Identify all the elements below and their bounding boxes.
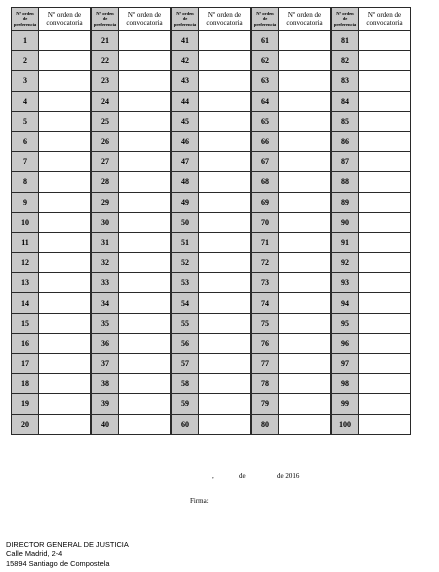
preference-number-cell: 75 [251,313,279,333]
convocatoria-entry-cell[interactable] [39,253,92,273]
header-preference-5 [331,8,359,31]
preference-number-cell: 80 [251,414,279,434]
preference-number-cell: 70 [251,212,279,232]
convocatoria-entry-cell[interactable] [39,51,92,71]
preference-number-cell: 2 [12,51,39,71]
convocatoria-entry-cell[interactable] [199,51,252,71]
preference-number-cell: 24 [91,91,119,111]
preference-number-cell: 7 [12,152,39,172]
preference-number-cell: 90 [331,212,359,232]
table-row [12,232,411,252]
convocatoria-entry-cell[interactable] [199,232,252,252]
preference-number-cell: 56 [171,333,199,353]
convocatoria-entry-cell[interactable] [119,152,172,172]
convocatoria-entry-cell[interactable] [39,31,92,51]
header-convocatoria-line: convocatoria [126,19,163,27]
preference-number-cell: 13 [12,273,39,293]
preference-number-cell: 23 [91,71,119,91]
header-convocatoria-4 [279,8,332,31]
preference-number-cell: 59 [171,394,199,414]
convocatoria-entry-cell[interactable] [39,313,92,333]
convocatoria-entry-cell[interactable] [199,192,252,212]
preference-number-cell: 8 [12,172,39,192]
preference-number-cell: 22 [91,51,119,71]
convocatoria-entry-cell[interactable] [199,71,252,91]
convocatoria-entry-cell[interactable] [359,152,411,172]
convocatoria-entry-cell[interactable] [359,31,411,51]
header-preference-line: Nº orden [256,10,274,16]
table-row [12,354,411,374]
preference-number-cell: 64 [251,91,279,111]
preference-number-cell: 72 [251,253,279,273]
preference-number-cell: 36 [91,333,119,353]
preference-number-cell: 73 [251,273,279,293]
convocatoria-entry-cell[interactable] [199,152,252,172]
preference-number-cell: 83 [331,71,359,91]
header-preference-line: preferencia [173,21,197,27]
preference-number-cell: 37 [91,354,119,374]
preference-number-cell: 94 [331,293,359,313]
preference-number-cell: 26 [91,131,119,151]
convocatoria-entry-cell[interactable] [39,232,92,252]
header-preference-line: preferencia [253,21,277,27]
table-row [12,111,411,131]
convocatoria-entry-cell[interactable] [199,313,252,333]
header-preference-line: Nº orden [336,10,354,16]
preference-number-cell: 46 [171,131,199,151]
date-year-label: de 2016 [277,472,300,480]
preference-number-cell: 92 [331,253,359,273]
preference-number-cell: 76 [251,333,279,353]
convocatoria-entry-cell[interactable] [119,91,172,111]
preference-number-cell: 15 [12,313,39,333]
preference-number-cell: 63 [251,71,279,91]
preference-number-cell: 29 [91,192,119,212]
preference-number-cell: 44 [171,91,199,111]
preference-number-cell: 77 [251,354,279,374]
preference-number-cell: 34 [91,293,119,313]
convocatoria-entry-cell[interactable] [39,374,92,394]
convocatoria-entry-cell[interactable] [39,111,92,131]
preference-number-cell: 99 [331,394,359,414]
preference-number-cell: 67 [251,152,279,172]
header-convocatoria-line: Nº orden de [47,10,82,19]
preference-number-cell: 6 [12,131,39,151]
convocatoria-entry-cell[interactable] [119,172,172,192]
header-convocatoria-5 [359,8,411,31]
table-body [12,31,411,435]
date-comma: , [212,472,214,480]
convocatoria-entry-cell[interactable] [359,374,411,394]
preference-number-cell: 53 [171,273,199,293]
header-convocatoria-1 [39,8,92,31]
convocatoria-entry-cell[interactable] [119,293,172,313]
date-de-label: de [239,472,246,480]
header-convocatoria-2 [119,8,172,31]
table-row [12,212,411,232]
preference-number-cell: 21 [91,31,119,51]
header-preference-line: de [182,16,188,22]
convocatoria-entry-cell[interactable] [359,333,411,353]
convocatoria-entry-cell[interactable] [39,354,92,374]
header-preference-line: de [22,16,28,22]
preference-number-cell: 100 [331,414,359,434]
convocatoria-entry-cell[interactable] [359,354,411,374]
convocatoria-entry-cell[interactable] [279,273,332,293]
preference-number-cell: 43 [171,71,199,91]
preference-number-cell: 51 [171,232,199,252]
convocatoria-entry-cell[interactable] [279,414,332,434]
preference-number-cell: 91 [331,232,359,252]
preference-number-cell: 16 [12,333,39,353]
convocatoria-entry-cell[interactable] [359,313,411,333]
header-preference-3 [171,8,199,31]
preference-number-cell: 4 [12,91,39,111]
convocatoria-entry-cell[interactable] [279,374,332,394]
convocatoria-entry-cell[interactable] [39,131,92,151]
convocatoria-entry-cell[interactable] [279,192,332,212]
preference-number-cell: 74 [251,293,279,313]
convocatoria-entry-cell[interactable] [199,131,252,151]
preference-number-cell: 79 [251,394,279,414]
convocatoria-entry-cell[interactable] [279,71,332,91]
preference-number-cell: 96 [331,333,359,353]
table-row [12,394,411,414]
convocatoria-entry-cell[interactable] [39,152,92,172]
signature-label: Firma: [190,497,209,505]
header-preference-line: Nº orden [176,10,194,16]
convocatoria-entry-cell[interactable] [119,131,172,151]
preference-number-cell: 78 [251,374,279,394]
preference-number-cell: 12 [12,253,39,273]
preference-number-cell: 30 [91,212,119,232]
preference-number-cell: 48 [171,172,199,192]
convocatoria-entry-cell[interactable] [359,212,411,232]
header-preference-line: de [102,16,108,22]
convocatoria-entry-cell[interactable] [39,71,92,91]
preference-number-cell: 62 [251,51,279,71]
preference-number-cell: 49 [171,192,199,212]
preference-number-cell: 28 [91,172,119,192]
table-row [12,131,411,151]
table-row [12,374,411,394]
header-convocatoria-line: Nº orden de [367,10,402,19]
convocatoria-entry-cell[interactable] [279,394,332,414]
header-preference-line: Nº orden [96,10,114,16]
convocatoria-entry-cell[interactable] [279,333,332,353]
convocatoria-entry-cell[interactable] [119,273,172,293]
convocatoria-entry-cell[interactable] [119,414,172,434]
convocatoria-entry-cell[interactable] [199,374,252,394]
convocatoria-entry-cell[interactable] [279,172,332,192]
convocatoria-entry-cell[interactable] [279,293,332,313]
preference-number-cell: 25 [91,111,119,131]
convocatoria-entry-cell[interactable] [359,71,411,91]
header-convocatoria-line: convocatoria [366,19,403,27]
preference-number-cell: 18 [12,374,39,394]
convocatoria-entry-cell[interactable] [279,31,332,51]
header-preference-1 [12,8,39,31]
preference-number-cell: 89 [331,192,359,212]
table-row [12,152,411,172]
preference-number-cell: 47 [171,152,199,172]
table-header-row [12,8,411,31]
header-preference-line: preferencia [333,21,357,27]
convocatoria-entry-cell[interactable] [39,414,92,434]
preference-number-cell: 41 [171,31,199,51]
preference-number-cell: 60 [171,414,199,434]
table-row [12,253,411,273]
convocatoria-entry-cell[interactable] [359,414,411,434]
preference-number-cell: 87 [331,152,359,172]
preference-number-cell: 32 [91,253,119,273]
preference-number-cell: 54 [171,293,199,313]
convocatoria-entry-cell[interactable] [359,293,411,313]
preference-number-cell: 61 [251,31,279,51]
convocatoria-entry-cell[interactable] [359,253,411,273]
preference-number-cell: 35 [91,313,119,333]
convocatoria-entry-cell[interactable] [119,232,172,252]
preference-number-cell: 19 [12,394,39,414]
convocatoria-entry-cell[interactable] [199,333,252,353]
convocatoria-entry-cell[interactable] [119,192,172,212]
header-preference-2 [91,8,119,31]
table-row [12,333,411,353]
preference-number-cell: 52 [171,253,199,273]
preference-number-cell: 45 [171,111,199,131]
convocatoria-entry-cell[interactable] [199,293,252,313]
preference-number-cell: 69 [251,192,279,212]
convocatoria-entry-cell[interactable] [119,51,172,71]
convocatoria-entry-cell[interactable] [359,51,411,71]
date-line [0,470,439,482]
table-row [12,192,411,212]
table-row [12,414,411,434]
preference-number-cell: 81 [331,31,359,51]
convocatoria-entry-cell[interactable] [199,394,252,414]
header-preference-line: preferencia [93,21,117,27]
table-row [12,273,411,293]
convocatoria-entry-cell[interactable] [39,91,92,111]
convocatoria-entry-cell[interactable] [119,374,172,394]
preference-number-cell: 57 [171,354,199,374]
convocatoria-entry-cell[interactable] [119,313,172,333]
preference-number-cell: 98 [331,374,359,394]
preference-number-cell: 93 [331,273,359,293]
convocatoria-entry-cell[interactable] [119,354,172,374]
convocatoria-entry-cell[interactable] [279,313,332,333]
convocatoria-entry-cell[interactable] [199,91,252,111]
preference-number-cell: 50 [171,212,199,232]
convocatoria-entry-cell[interactable] [359,273,411,293]
header-convocatoria-3 [199,8,252,31]
preference-number-cell: 40 [91,414,119,434]
preference-number-cell: 85 [331,111,359,131]
header-convocatoria-line: Nº orden de [127,10,162,19]
convocatoria-entry-cell[interactable] [119,333,172,353]
preference-number-cell: 84 [331,91,359,111]
header-preference-line: de [342,16,348,22]
preference-number-cell: 39 [91,394,119,414]
preference-number-cell: 3 [12,71,39,91]
preference-number-cell: 42 [171,51,199,71]
preference-number-cell: 55 [171,313,199,333]
convocatoria-entry-cell[interactable] [279,152,332,172]
convocatoria-entry-cell[interactable] [279,253,332,273]
header-convocatoria-line: convocatoria [286,19,323,27]
preference-number-cell: 68 [251,172,279,192]
convocatoria-entry-cell[interactable] [199,172,252,192]
preference-number-cell: 33 [91,273,119,293]
preference-number-cell: 20 [12,414,39,434]
header-preference-line: preferencia [13,21,37,27]
address-line-2: Calle Madrid, 2-4 [6,549,63,559]
header-convocatoria-line: convocatoria [46,19,83,27]
preference-number-cell: 86 [331,131,359,151]
preference-table [11,7,411,435]
preference-number-cell: 10 [12,212,39,232]
table-row [12,31,411,51]
convocatoria-entry-cell[interactable] [279,131,332,151]
header-preference-line: de [262,16,268,22]
preference-number-cell: 58 [171,374,199,394]
preference-number-cell: 65 [251,111,279,131]
convocatoria-entry-cell[interactable] [39,394,92,414]
convocatoria-entry-cell[interactable] [359,192,411,212]
address-line-3: 15894 Santiago de Compostela [6,558,110,568]
preference-number-cell: 71 [251,232,279,252]
table-row [12,91,411,111]
preference-number-cell: 9 [12,192,39,212]
preference-number-cell: 66 [251,131,279,151]
convocatoria-entry-cell[interactable] [279,111,332,131]
recipient-address [6,540,129,568]
convocatoria-entry-cell[interactable] [359,232,411,252]
convocatoria-entry-cell[interactable] [119,111,172,131]
preference-number-cell: 95 [331,313,359,333]
convocatoria-entry-cell[interactable] [39,192,92,212]
convocatoria-entry-cell[interactable] [359,172,411,192]
convocatoria-entry-cell[interactable] [119,212,172,232]
convocatoria-entry-cell[interactable] [359,91,411,111]
header-convocatoria-line: convocatoria [206,19,243,27]
convocatoria-entry-cell[interactable] [199,111,252,131]
preference-number-cell: 31 [91,232,119,252]
convocatoria-entry-cell[interactable] [39,273,92,293]
preference-number-cell: 82 [331,51,359,71]
preference-number-cell: 11 [12,232,39,252]
convocatoria-entry-cell[interactable] [199,354,252,374]
table-row [12,172,411,192]
table-row [12,71,411,91]
preference-number-cell: 27 [91,152,119,172]
table-row [12,51,411,71]
table-row [12,313,411,333]
convocatoria-entry-cell[interactable] [199,253,252,273]
convocatoria-entry-cell[interactable] [119,71,172,91]
convocatoria-entry-cell[interactable] [199,414,252,434]
convocatoria-entry-cell[interactable] [119,31,172,51]
convocatoria-entry-cell[interactable] [359,131,411,151]
address-line-1: DIRECTOR GENERAL DE JUSTICIA [6,540,129,549]
convocatoria-entry-cell[interactable] [279,354,332,374]
preference-number-cell: 17 [12,354,39,374]
convocatoria-entry-cell[interactable] [279,91,332,111]
header-preference-4 [251,8,279,31]
preference-number-cell: 14 [12,293,39,313]
convocatoria-entry-cell[interactable] [359,394,411,414]
preference-number-cell: 88 [331,172,359,192]
convocatoria-entry-cell[interactable] [119,253,172,273]
convocatoria-entry-cell[interactable] [279,51,332,71]
convocatoria-entry-cell[interactable] [199,273,252,293]
convocatoria-entry-cell[interactable] [199,212,252,232]
preference-number-cell: 97 [331,354,359,374]
preference-number-cell: 5 [12,111,39,131]
convocatoria-entry-cell[interactable] [39,293,92,313]
preference-number-cell: 1 [12,31,39,51]
convocatoria-entry-cell[interactable] [279,232,332,252]
convocatoria-entry-cell[interactable] [39,172,92,192]
convocatoria-entry-cell[interactable] [279,212,332,232]
convocatoria-entry-cell[interactable] [39,333,92,353]
convocatoria-entry-cell[interactable] [39,212,92,232]
preference-number-cell: 38 [91,374,119,394]
header-convocatoria-line: Nº orden de [207,10,242,19]
convocatoria-entry-cell[interactable] [359,111,411,131]
table-row [12,293,411,313]
header-convocatoria-line: Nº orden de [287,10,322,19]
header-preference-line: Nº orden [16,10,34,16]
convocatoria-entry-cell[interactable] [119,394,172,414]
convocatoria-entry-cell[interactable] [199,31,252,51]
